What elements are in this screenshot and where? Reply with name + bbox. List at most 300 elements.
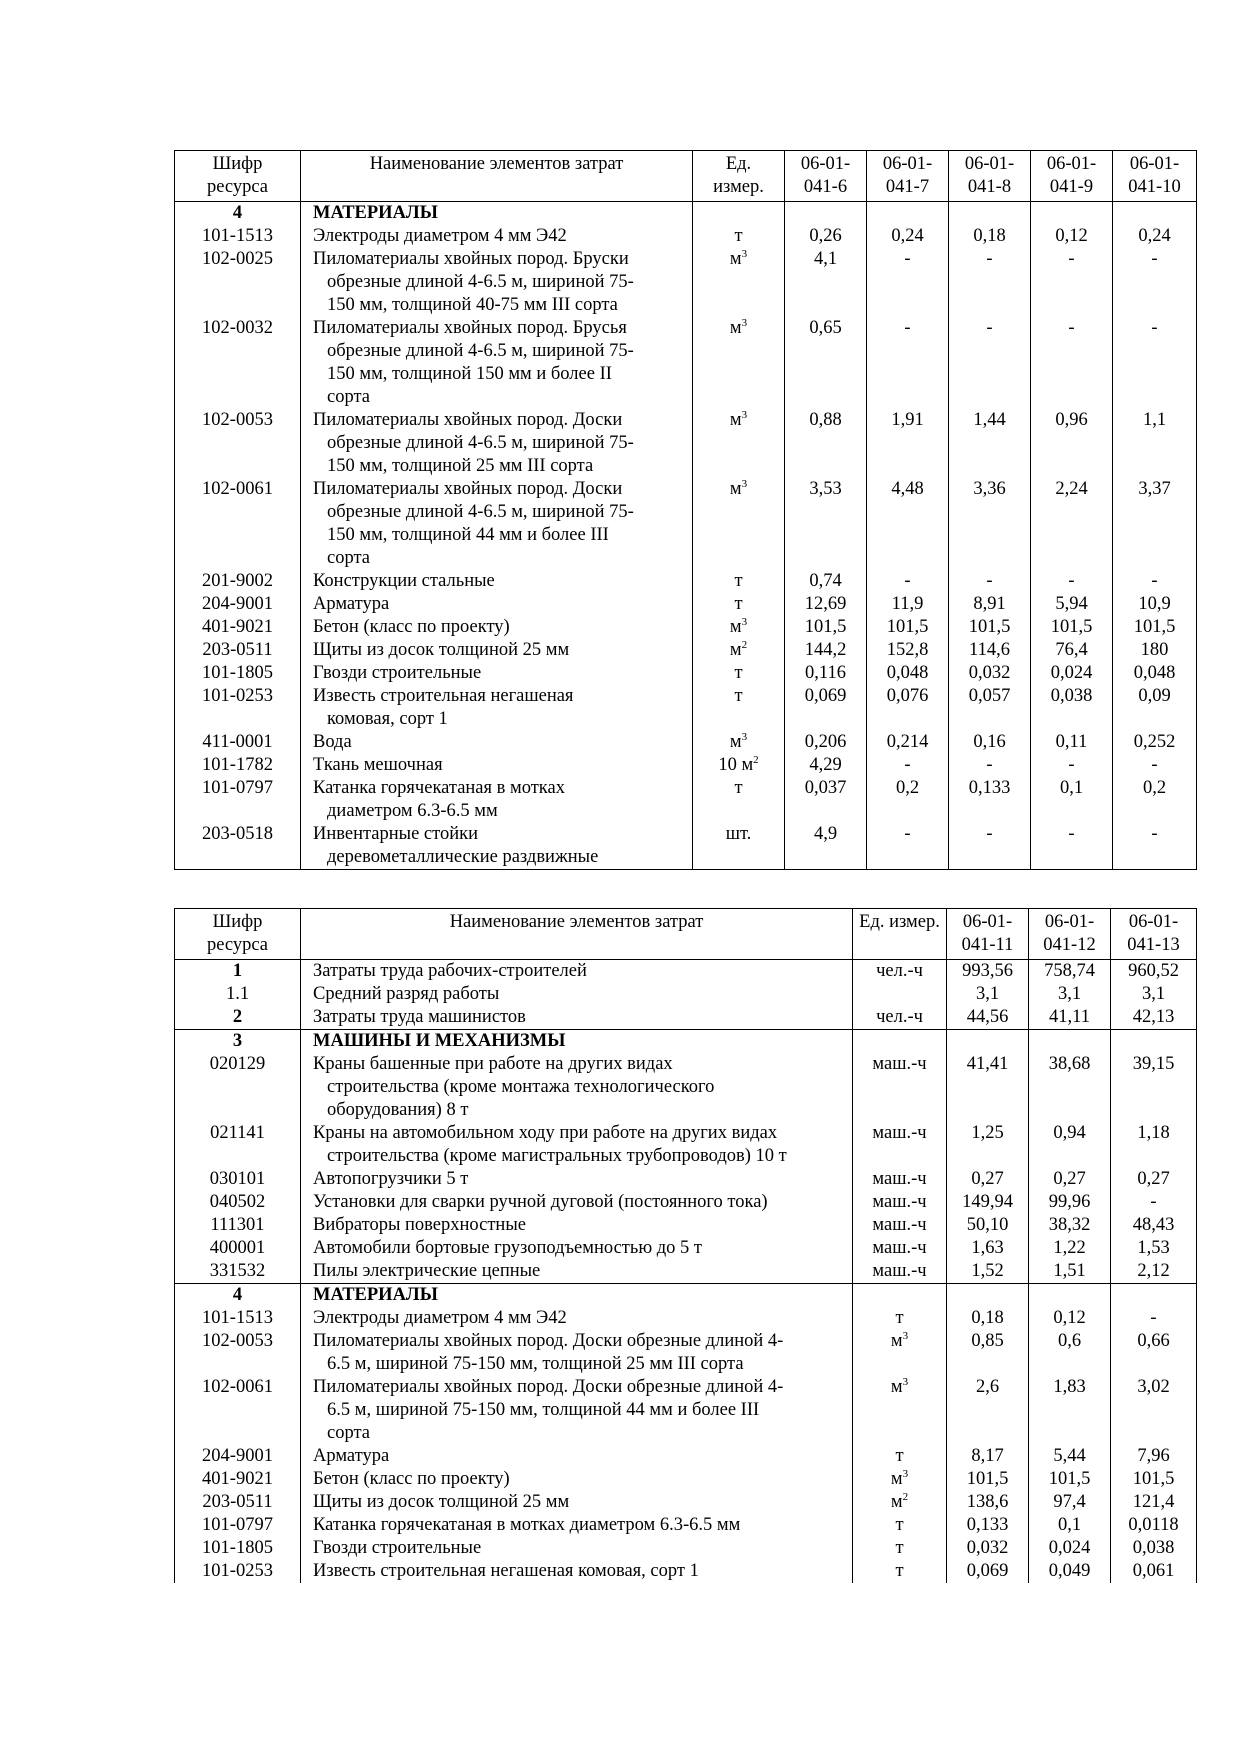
value-cell: 0,85 xyxy=(947,1330,1029,1376)
unit-exponent: 3 xyxy=(741,247,748,260)
value-cell: 1,44 xyxy=(949,409,1031,478)
unit-cell xyxy=(693,823,785,870)
unit-text: м xyxy=(890,1469,903,1489)
value-cell: 4,48 xyxy=(867,478,949,570)
table-row xyxy=(175,409,1197,478)
unit-exponent: 3 xyxy=(741,477,748,490)
resource-name-line: обрезные длиной 4-6.5 м, шириной 75- xyxy=(327,502,634,522)
value-cell: 2,6 xyxy=(947,1376,1029,1445)
resource-code: 102-0032 xyxy=(175,317,301,409)
table-row xyxy=(175,478,1197,570)
value-cell: 41,41 xyxy=(947,1053,1029,1122)
header-row xyxy=(175,909,1197,960)
resource-name xyxy=(301,1468,853,1491)
value-cell: 3,53 xyxy=(785,478,867,570)
resource-name-line: деревометаллические раздвижные xyxy=(327,847,599,867)
value-cell: 0,27 xyxy=(947,1168,1029,1191)
value-cell: 0,069 xyxy=(947,1560,1029,1583)
resource-code: 1.1 xyxy=(175,983,301,1006)
unit-cell xyxy=(853,1445,947,1468)
table-row xyxy=(175,1307,1197,1330)
resource-name-line: Установки для сварки ручной дуговой (постоянного тока) xyxy=(313,1192,768,1212)
unit-exponent: 3 xyxy=(741,730,748,743)
labor-group xyxy=(175,960,1197,1030)
resource-name xyxy=(301,731,693,754)
unit-text: 10 м xyxy=(718,755,754,775)
unit-text: м xyxy=(890,1331,903,1351)
resource-code: 331532 xyxy=(175,1260,301,1284)
unit-text: т xyxy=(734,594,743,614)
value-cell: 0,66 xyxy=(1111,1330,1197,1376)
unit-text: м xyxy=(729,410,742,430)
value-cell: 0,18 xyxy=(947,1307,1029,1330)
value-cell: 0,037 xyxy=(785,777,867,823)
resource-name-line: Средний разряд работы xyxy=(313,984,500,1004)
unit-cell xyxy=(693,409,785,478)
unit-cell xyxy=(853,1560,947,1583)
value-cell: 0,12 xyxy=(1031,225,1113,248)
value-cell: - xyxy=(1113,823,1197,870)
value-cell: 7,96 xyxy=(1111,1445,1197,1468)
header-name: Наименование элементов затрат xyxy=(301,909,853,960)
resource-name xyxy=(301,1330,853,1376)
unit-cell xyxy=(853,960,947,984)
resource-name-line: сорта xyxy=(327,548,370,568)
table-row xyxy=(175,1445,1197,1468)
value-cell: 0,057 xyxy=(949,685,1031,731)
unit-text: т xyxy=(895,1308,904,1328)
header-col: 06-01-041-6 xyxy=(785,151,867,202)
resource-code: 201-9002 xyxy=(175,570,301,593)
value-cell: 0,94 xyxy=(1029,1122,1111,1168)
table-row xyxy=(175,1376,1197,1445)
header-col: 06-01-041-8 xyxy=(949,151,1031,202)
table-row xyxy=(175,960,1197,984)
unit-text: м xyxy=(890,1377,903,1397)
unit-cell xyxy=(693,317,785,409)
unit-text: маш.-ч xyxy=(872,1192,927,1212)
table-row xyxy=(175,662,1197,685)
resource-name-line: 6.5 м, шириной 75-150 мм, толщиной 25 мм III сорта xyxy=(327,1354,744,1374)
value-cell: 99,96 xyxy=(1029,1191,1111,1214)
resource-name-line: Пиломатериалы хвойных пород. Доски xyxy=(313,479,623,499)
value-cell: - xyxy=(1113,754,1197,777)
resource-name-line: диаметром 6.3-6.5 мм xyxy=(327,801,498,821)
resource-code: 1 xyxy=(175,960,301,984)
value-cell: 1,25 xyxy=(947,1122,1029,1168)
unit-exponent: 3 xyxy=(741,408,748,421)
unit-text: т xyxy=(734,571,743,591)
value-cell: 121,4 xyxy=(1111,1491,1197,1514)
resource-name-line: обрезные длиной 4-6.5 м, шириной 75- xyxy=(327,433,634,453)
value-cell: 0,2 xyxy=(1113,777,1197,823)
resource-name-line: Бетон (класс по проекту) xyxy=(313,1469,510,1489)
unit-cell xyxy=(693,248,785,317)
value-cell: 3,02 xyxy=(1111,1376,1197,1445)
value-cell: 0,27 xyxy=(1111,1168,1197,1191)
value-cell: 0,27 xyxy=(1029,1168,1111,1191)
unit-text: т xyxy=(734,686,743,706)
value-cell: 0,1 xyxy=(1029,1514,1111,1537)
resource-code: 101-0253 xyxy=(175,685,301,731)
resource-name xyxy=(301,960,853,984)
resource-name-line: Электроды диаметром 4 мм Э42 xyxy=(313,1308,567,1328)
resource-name xyxy=(301,823,693,870)
header-name: Наименование элементов затрат xyxy=(301,151,693,202)
unit-text: т xyxy=(895,1561,904,1581)
value-cell: 39,15 xyxy=(1111,1053,1197,1122)
table-row xyxy=(175,685,1197,731)
unit-text: м xyxy=(729,479,742,499)
unit-text: маш.-ч xyxy=(872,1169,927,1189)
resource-name-line: Арматура xyxy=(313,594,390,614)
resource-name xyxy=(301,1006,853,1030)
table-row xyxy=(175,1560,1197,1583)
value-cell: 4,1 xyxy=(785,248,867,317)
unit-text: чел.-ч xyxy=(876,961,923,981)
unit-cell xyxy=(853,1006,947,1030)
value-cell: 0,0118 xyxy=(1111,1514,1197,1537)
table-row xyxy=(175,593,1197,616)
value-cell: - xyxy=(1111,1191,1197,1214)
table-row xyxy=(175,1006,1197,1030)
value-cell: 1,22 xyxy=(1029,1237,1111,1260)
resource-code: 400001 xyxy=(175,1237,301,1260)
materials-table-1 xyxy=(174,150,1197,870)
resource-code: 102-0053 xyxy=(175,409,301,478)
resource-name-line: Известь строительная негашеная xyxy=(313,686,574,706)
unit-cell xyxy=(853,1214,947,1237)
value-cell: 0,076 xyxy=(867,685,949,731)
section-code: 4 xyxy=(175,202,301,226)
value-cell: 41,11 xyxy=(1029,1006,1111,1030)
unit-cell xyxy=(693,593,785,616)
header-col: 06-01-041-13 xyxy=(1111,909,1197,960)
resource-code: 020129 xyxy=(175,1053,301,1122)
value-cell: 5,94 xyxy=(1031,593,1113,616)
value-cell: 0,24 xyxy=(1113,225,1197,248)
value-cell: 758,74 xyxy=(1029,960,1111,984)
value-cell: - xyxy=(1111,1307,1197,1330)
value-cell: - xyxy=(867,754,949,777)
unit-cell xyxy=(853,1053,947,1122)
resource-name-line: Щиты из досок толщиной 25 мм xyxy=(313,1492,570,1512)
value-cell: 12,69 xyxy=(785,593,867,616)
value-cell: 11,9 xyxy=(867,593,949,616)
resource-name xyxy=(301,1122,853,1168)
table-row xyxy=(175,1537,1197,1560)
unit-text: м xyxy=(729,617,742,637)
value-cell: 50,10 xyxy=(947,1214,1029,1237)
resource-name-line: комовая, сорт 1 xyxy=(327,709,448,729)
value-cell: 0,6 xyxy=(1029,1330,1111,1376)
table-row xyxy=(175,777,1197,823)
value-cell: 1,18 xyxy=(1111,1122,1197,1168)
value-cell: 1,51 xyxy=(1029,1260,1111,1284)
value-cell: 0,11 xyxy=(1031,731,1113,754)
value-cell: 8,91 xyxy=(949,593,1031,616)
unit-text: м xyxy=(729,318,742,338)
value-cell: - xyxy=(1113,317,1197,409)
header-col: 06-01-041-9 xyxy=(1031,151,1113,202)
value-cell: 101,5 xyxy=(867,616,949,639)
resource-name-line: Катанка горячекатаная в мотках диаметром 6.3-6.5 мм xyxy=(313,1515,741,1535)
value-cell: - xyxy=(1113,570,1197,593)
resource-name xyxy=(301,1445,853,1468)
value-cell: 101,5 xyxy=(1029,1468,1111,1491)
table-row xyxy=(175,1514,1197,1537)
table-row xyxy=(175,1260,1197,1284)
value-cell: 0,038 xyxy=(1111,1537,1197,1560)
header-code: Шифр ресурса xyxy=(175,151,301,202)
value-cell: 960,52 xyxy=(1111,960,1197,984)
unit-cell xyxy=(693,478,785,570)
value-cell: 101,5 xyxy=(1113,616,1197,639)
table-row xyxy=(175,1053,1197,1122)
unit-text: т xyxy=(734,663,743,683)
resource-code: 204-9001 xyxy=(175,593,301,616)
unit-cell xyxy=(853,1237,947,1260)
resource-code: 101-1805 xyxy=(175,662,301,685)
resource-code: 203-0511 xyxy=(175,1491,301,1514)
table-row xyxy=(175,1191,1197,1214)
resource-name xyxy=(301,754,693,777)
resource-name-line: Электроды диаметром 4 мм Э42 xyxy=(313,226,567,246)
value-cell: - xyxy=(867,248,949,317)
machines-group xyxy=(175,1030,1197,1284)
value-cell: 149,94 xyxy=(947,1191,1029,1214)
resource-name-line: 6.5 м, шириной 75-150 мм, толщиной 44 мм и более III xyxy=(327,1400,760,1420)
resource-name xyxy=(301,685,693,731)
value-cell: - xyxy=(867,823,949,870)
resource-name-line: оборудования) 8 т xyxy=(327,1100,469,1120)
value-cell: 0,116 xyxy=(785,662,867,685)
unit-cell xyxy=(693,225,785,248)
value-cell: 0,133 xyxy=(949,777,1031,823)
value-cell: 0,12 xyxy=(1029,1307,1111,1330)
unit-cell xyxy=(693,731,785,754)
resource-name-line: Конструкции стальные xyxy=(313,571,495,591)
resource-name-line: Автомобили бортовые грузоподъемностью до 5 т xyxy=(313,1238,703,1258)
value-cell: 3,37 xyxy=(1113,478,1197,570)
resource-code: 203-0518 xyxy=(175,823,301,870)
resource-code: 040502 xyxy=(175,1191,301,1214)
header-code: Шифр ресурса xyxy=(175,909,301,960)
table-body xyxy=(175,202,1197,870)
table-row xyxy=(175,1491,1197,1514)
table-row xyxy=(175,248,1197,317)
resource-code: 203-0511 xyxy=(175,639,301,662)
value-cell: - xyxy=(1031,317,1113,409)
table-row xyxy=(175,1122,1197,1168)
unit-cell xyxy=(853,1260,947,1284)
resource-code: 101-1805 xyxy=(175,1537,301,1560)
value-cell: 1,1 xyxy=(1113,409,1197,478)
value-cell: 0,24 xyxy=(867,225,949,248)
value-cell: - xyxy=(1031,754,1113,777)
section-title: МАТЕРИАЛЫ xyxy=(301,1284,853,1308)
resource-name xyxy=(301,1168,853,1191)
value-cell: 0,16 xyxy=(949,731,1031,754)
unit-cell xyxy=(693,777,785,823)
unit-exponent: 2 xyxy=(753,753,759,766)
resource-name-line: Ткань мешочная xyxy=(313,755,443,775)
value-cell: 44,56 xyxy=(947,1006,1029,1030)
resource-name-line: Пиломатериалы хвойных пород. Доски обрезные длиной 4- xyxy=(313,1331,784,1351)
value-cell: 101,5 xyxy=(785,616,867,639)
resource-name-line: Пиломатериалы хвойных пород. Доски xyxy=(313,410,623,430)
unit-cell xyxy=(853,1122,947,1168)
header-unit: Ед. измер. xyxy=(693,151,785,202)
resource-name-line: Пиломатериалы хвойных пород. Брусья xyxy=(313,318,627,338)
value-cell: 0,252 xyxy=(1113,731,1197,754)
section-title: МАТЕРИАЛЫ xyxy=(301,202,693,226)
resource-name xyxy=(301,570,693,593)
value-cell: - xyxy=(867,570,949,593)
unit-exponent: 3 xyxy=(902,1329,909,1342)
resource-name xyxy=(301,478,693,570)
value-cell: 2,24 xyxy=(1031,478,1113,570)
value-cell: 1,53 xyxy=(1111,1237,1197,1260)
value-cell: 1,91 xyxy=(867,409,949,478)
value-cell: 0,18 xyxy=(949,225,1031,248)
resource-name-line: Известь строительная негашеная комовая, сорт 1 xyxy=(313,1561,699,1581)
resource-name-line: 150 мм, толщиной 40-75 мм III сорта xyxy=(327,295,618,315)
unit-text: т xyxy=(895,1515,904,1535)
resource-name-line: Пиломатериалы хвойных пород. Доски обрезные длиной 4- xyxy=(313,1377,784,1397)
value-cell: 3,36 xyxy=(949,478,1031,570)
resource-name xyxy=(301,662,693,685)
resource-name-line: Краны на автомобильном ходу при работе на других видах xyxy=(313,1123,778,1143)
unit-exponent: 3 xyxy=(741,316,748,329)
value-cell: 4,29 xyxy=(785,754,867,777)
value-cell: 114,6 xyxy=(949,639,1031,662)
resource-name-line: Вибраторы поверхностные xyxy=(313,1215,526,1235)
table-row xyxy=(175,754,1197,777)
resource-name xyxy=(301,317,693,409)
value-cell: 0,049 xyxy=(1029,1560,1111,1583)
resource-name-line: сорта xyxy=(327,1423,370,1443)
resource-code: 2 xyxy=(175,1006,301,1030)
resource-code: 401-9021 xyxy=(175,616,301,639)
value-cell: 1,83 xyxy=(1029,1376,1111,1445)
value-cell: 42,13 xyxy=(1111,1006,1197,1030)
resource-name-line: обрезные длиной 4-6.5 м, шириной 75- xyxy=(327,272,634,292)
value-cell: 0,26 xyxy=(785,225,867,248)
unit-cell xyxy=(853,1468,947,1491)
table-row xyxy=(175,1330,1197,1376)
resource-name xyxy=(301,616,693,639)
value-cell: 0,061 xyxy=(1111,1560,1197,1583)
resource-name xyxy=(301,983,853,1006)
resource-name xyxy=(301,1191,853,1214)
value-cell: 1,63 xyxy=(947,1237,1029,1260)
resource-name-line: обрезные длиной 4-6.5 м, шириной 75- xyxy=(327,341,634,361)
unit-cell xyxy=(853,1330,947,1376)
unit-cell xyxy=(853,1191,947,1214)
resource-name xyxy=(301,1560,853,1583)
resource-name-line: Пилы электрические цепные xyxy=(313,1261,541,1281)
unit-text: т xyxy=(734,778,743,798)
unit-text: т xyxy=(895,1446,904,1466)
unit-text: т xyxy=(895,1538,904,1558)
unit-cell xyxy=(693,662,785,685)
value-cell: 0,133 xyxy=(947,1514,1029,1537)
resource-code: 101-0253 xyxy=(175,1560,301,1583)
resource-name-line: Автопогрузчики 5 т xyxy=(313,1169,469,1189)
table-row xyxy=(175,225,1197,248)
value-cell: - xyxy=(1031,823,1113,870)
resource-code: 102-0025 xyxy=(175,248,301,317)
value-cell: 1,52 xyxy=(947,1260,1029,1284)
resource-name xyxy=(301,1237,853,1260)
header-col: 06-01-041-7 xyxy=(867,151,949,202)
value-cell: 101,5 xyxy=(1031,616,1113,639)
resource-code: 111301 xyxy=(175,1214,301,1237)
unit-cell xyxy=(853,1514,947,1537)
unit-text: м xyxy=(729,732,742,752)
unit-cell xyxy=(853,1307,947,1330)
unit-text: маш.-ч xyxy=(872,1215,927,1235)
unit-cell xyxy=(693,570,785,593)
unit-text: т xyxy=(734,226,743,246)
table-row xyxy=(175,983,1197,1006)
header-col: 06-01-041-10 xyxy=(1113,151,1197,202)
unit-cell xyxy=(853,1491,947,1514)
unit-text: маш.-ч xyxy=(872,1261,927,1281)
unit-cell xyxy=(693,639,785,662)
unit-cell xyxy=(693,685,785,731)
value-cell: 0,214 xyxy=(867,731,949,754)
value-cell: 3,1 xyxy=(1029,983,1111,1006)
resource-name-line: 150 мм, толщиной 25 мм III сорта xyxy=(327,456,594,476)
header-col: 06-01-041-11 xyxy=(947,909,1029,960)
value-cell: 0,206 xyxy=(785,731,867,754)
value-cell: 0,069 xyxy=(785,685,867,731)
resource-name xyxy=(301,1514,853,1537)
value-cell: 0,65 xyxy=(785,317,867,409)
value-cell: 8,17 xyxy=(947,1445,1029,1468)
resource-name xyxy=(301,639,693,662)
section-row xyxy=(175,1284,1197,1308)
unit-cell xyxy=(853,1376,947,1445)
resource-name xyxy=(301,1214,853,1237)
value-cell: 101,5 xyxy=(1111,1468,1197,1491)
resource-code: 101-1782 xyxy=(175,754,301,777)
resource-name-line: 150 мм, толщиной 150 мм и более II xyxy=(327,364,612,384)
resource-name xyxy=(301,1491,853,1514)
unit-exponent: 2 xyxy=(902,1490,909,1503)
section-code: 3 xyxy=(175,1030,301,1054)
value-cell: - xyxy=(1031,248,1113,317)
value-cell: 101,5 xyxy=(947,1468,1029,1491)
resource-name-line: Щиты из досок толщиной 25 мм xyxy=(313,640,570,660)
value-cell: 0,74 xyxy=(785,570,867,593)
resource-code: 102-0061 xyxy=(175,1376,301,1445)
unit-cell xyxy=(853,1537,947,1560)
value-cell: 0,048 xyxy=(1113,662,1197,685)
value-cell: 0,032 xyxy=(949,662,1031,685)
value-cell: 3,1 xyxy=(947,983,1029,1006)
table-row xyxy=(175,1468,1197,1491)
resource-name xyxy=(301,248,693,317)
resource-name-line: Арматура xyxy=(313,1446,390,1466)
value-cell: - xyxy=(949,754,1031,777)
table-row xyxy=(175,1237,1197,1260)
resource-name-line: строительства (кроме монтажа технологического xyxy=(327,1077,715,1097)
value-cell: 0,024 xyxy=(1031,662,1113,685)
unit-exponent: 3 xyxy=(902,1467,909,1480)
